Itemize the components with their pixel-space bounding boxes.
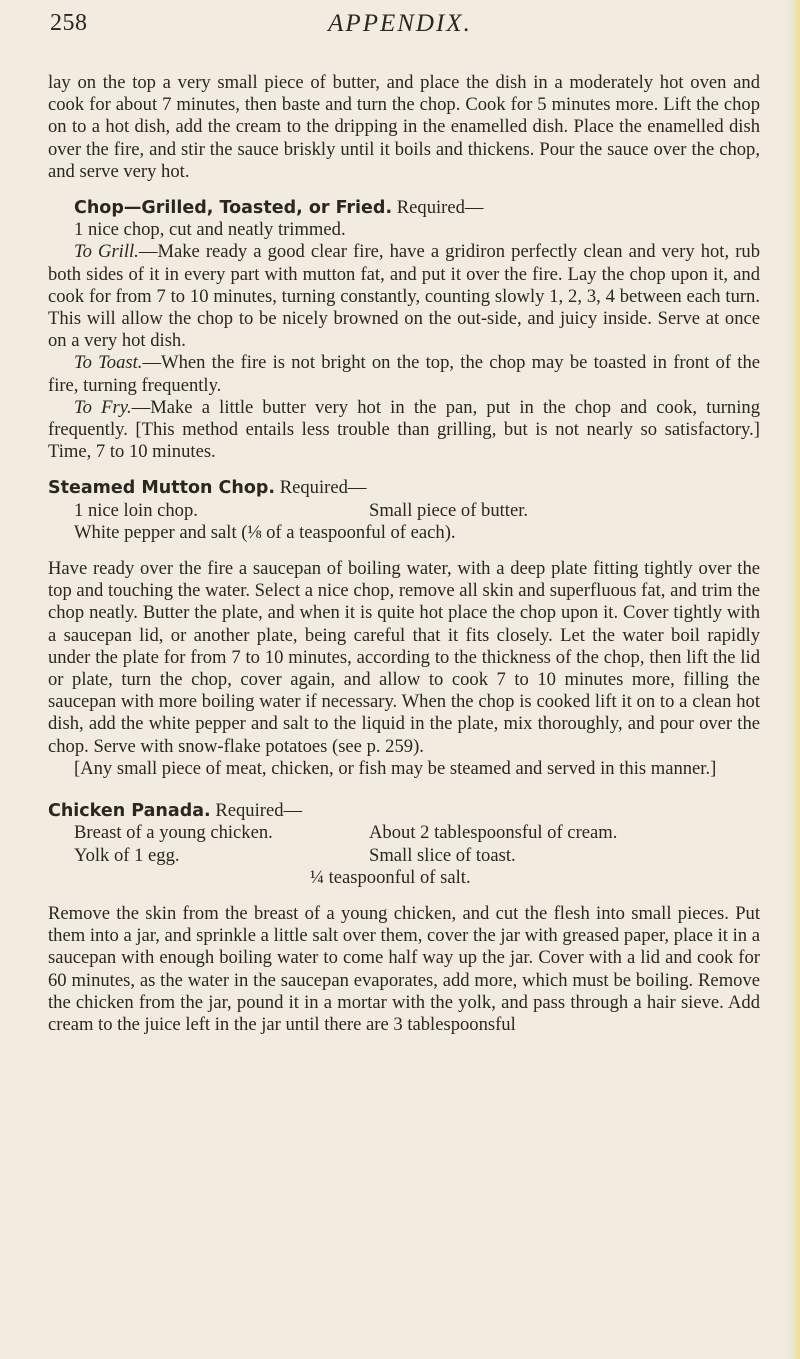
method-label: To Toast. bbox=[74, 352, 143, 374]
fry-method bbox=[48, 397, 760, 464]
steamed-mutton-heading bbox=[48, 477, 760, 499]
required-label: Required— bbox=[279, 477, 367, 499]
method-text: —Make a little butter very hot in the pan, put in the chop and cook, turning frequently. [This method entails less trouble than grilling, but is not nearly so satisfactory.] Time, 7 to 10 minutes. bbox=[48, 396, 760, 463]
required-label: Required— bbox=[215, 800, 303, 822]
steamed-method: Have ready over the fire a saucepan of boiling water, with a deep plate fitting tightly over the top and touching the water. Select a nice chop, remove all skin and superfluous fat, and trim the chop neatly. Butter the plate, and when it is quite hot place the chop upon it. Cover tightly with a saucepan lid, or another plate, being careful that it fits closely. Let the water boil rapidly under the plate for from 7 to 10 minutes, according to the thickness of the chop, then lift the lid or plate, turn the chop, cover again, and allow to cook 7 to 10 minutes more, filling the saucepan with more boiling water if necessary. When the chop is cooked lift it on to a clean hot dish, add the white pepper and salt to the liquid in the plate, mix thoroughly, and pour over the chop. Serve with snow-flake potatoes (see p. 259). bbox=[48, 558, 760, 757]
ingredient: Small slice of toast. bbox=[369, 844, 516, 866]
ingredient: 1 nice loin chop. bbox=[74, 499, 198, 521]
panada-method: Remove the skin from the breast of a young chicken, and cut the flesh into small pieces. Put them into a jar, and sprinkle a little salt over them, cover the jar with greased paper, place it in a saucepan with enough boiling water to come half way up the jar. Cover with a lid and cook for 60 minutes, as the water in the saucepan evaporates, add more, which must be boiling. Remove the chicken from the jar, pound it in a mortar with the yolk, and pass through a hair sieve. Add cream to the juice left in the jar until there are 3 tablespoonsful bbox=[48, 902, 760, 1035]
ingredient-row bbox=[74, 845, 760, 867]
recipe-title: Chop—Grilled, Toasted, or Fried. bbox=[74, 198, 393, 219]
ingredient: White pepper and salt (⅛ of a teaspoonful of each). bbox=[74, 521, 456, 543]
ingredient: Yolk of 1 egg. bbox=[74, 844, 180, 866]
ingredient: ¼ teaspoonful of salt. bbox=[310, 866, 471, 888]
ingredient: About 2 tablespoonsful of cream. bbox=[369, 822, 618, 844]
required-label: Required— bbox=[396, 197, 484, 219]
steamed-ingredients bbox=[74, 500, 760, 544]
method-label: To Grill. bbox=[74, 241, 139, 263]
steamed-note: [Any small piece of meat, chicken, or fish may be steamed and served in this manner.] bbox=[74, 757, 717, 779]
recipe-title: Steamed Mutton Chop. bbox=[48, 478, 276, 499]
page-number: 258 bbox=[50, 10, 88, 36]
panada-ingredients bbox=[74, 822, 760, 889]
method-text: —When the fire is not bright on the top, the chop may be toasted in front of the fire, turning frequently. bbox=[48, 352, 760, 396]
chop-ingredient bbox=[74, 219, 760, 241]
ingredient: Breast of a young chicken. bbox=[74, 822, 273, 844]
method-label: To Fry. bbox=[74, 396, 132, 418]
grill-method bbox=[48, 241, 760, 352]
method-text: —Make ready a good clear fire, have a gridiron perfectly clean and very hot, rub both sides of it in every part with mutton fat, and put it over the fire. Lay the chop upon it, and cook for from 7 to 10 minutes, turning constantly, counting slowly 1, 2, 3, 4 between each turn. This will allow the chop to be nicely browned on the out-side, and juicy inside. Serve at once on a very hot dish. bbox=[48, 241, 760, 352]
chop-grilled-heading bbox=[48, 197, 760, 219]
page-header bbox=[50, 10, 750, 50]
page-body bbox=[48, 72, 760, 1036]
toast-method bbox=[48, 352, 760, 396]
recipe-title: Chicken Panada. bbox=[48, 801, 211, 822]
ingredient: 1 nice chop, cut and neatly trimmed. bbox=[74, 219, 346, 241]
ingredient-row bbox=[74, 500, 760, 522]
page-edge bbox=[784, 0, 800, 1359]
running-head: APPENDIX. bbox=[328, 10, 472, 37]
intro-paragraph: lay on the top a very small piece of butter, and place the dish in a moderately hot oven and cook for about 7 minutes, then baste and turn the chop. Cook for 5 minutes more. Lift the chop on to a hot dish, add the cream to the dripping in the enamelled dish. Place the enamelled dish over the fire, and stir the sauce briskly until it boils and thickens. Pour the sauce over the chop, and serve very hot. bbox=[48, 72, 760, 182]
ingredient: Small piece of butter. bbox=[369, 499, 529, 521]
ingredient-row bbox=[74, 822, 760, 844]
chicken-panada-heading bbox=[48, 800, 760, 822]
